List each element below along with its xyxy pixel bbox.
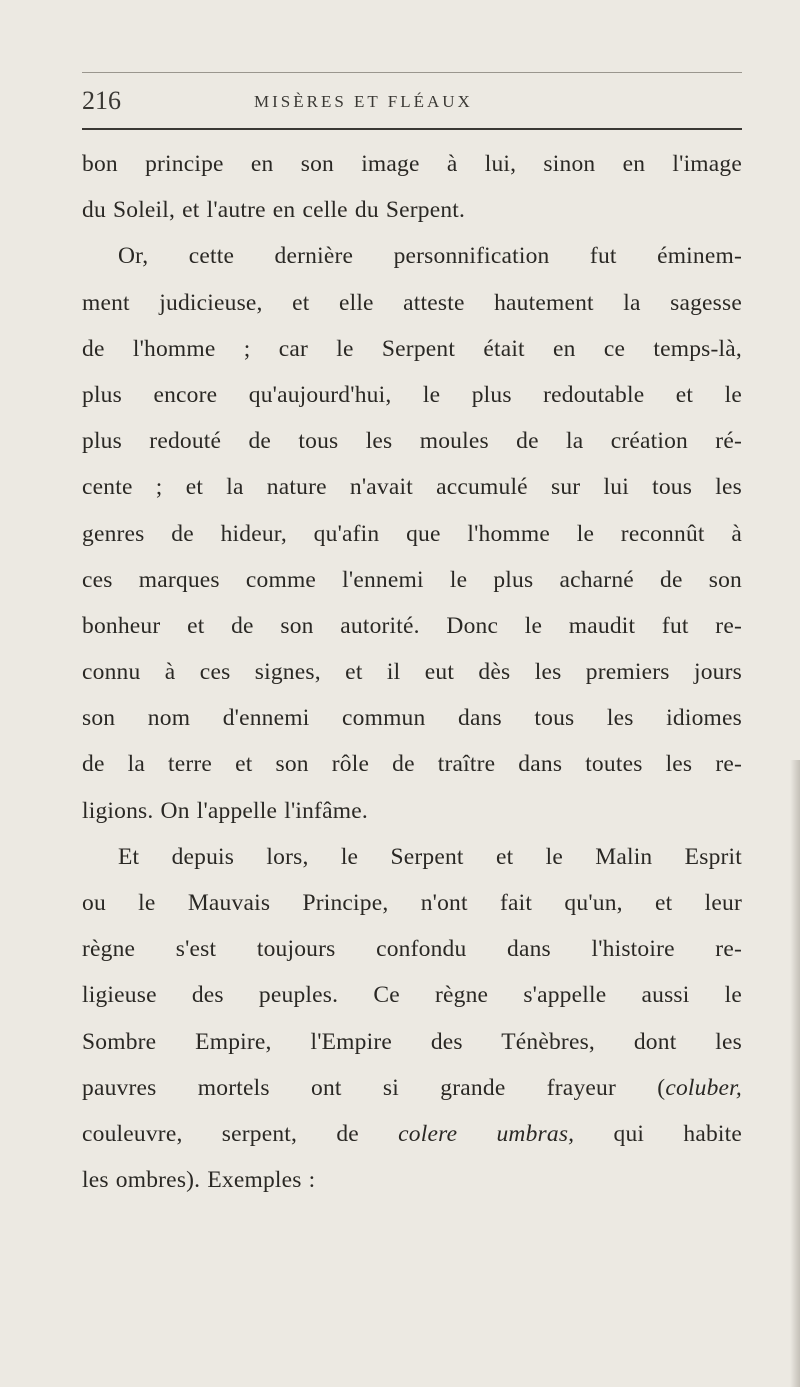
page-header <box>82 86 742 120</box>
text-line: de la terre et son rôle de traître dans toutes les re- <box>82 751 742 778</box>
top-border-rule <box>82 72 742 73</box>
text-line: ment judicieuse, et elle atteste hautement la sagesse <box>82 289 742 316</box>
header-rule <box>82 128 742 130</box>
text-line: bonheur et de son autorité. Donc le maudit fut re- <box>82 612 742 639</box>
text-line: ligions. On l'appelle l'infâme. <box>82 797 368 824</box>
text-line: Et depuis lors, le Serpent et le Malin Esprit <box>118 843 742 870</box>
italic-term: colere umbras, <box>398 1120 575 1147</box>
body-text <box>82 141 742 1203</box>
text-segment: couleuvre, serpent, de <box>82 1120 399 1147</box>
text-line <box>82 1065 742 1111</box>
text-line: connu à ces signes, et il eut dès les premiers jours <box>82 659 742 686</box>
text-line: son nom d'ennemi commun dans tous les idiomes <box>82 705 742 732</box>
text-line: règne s'est toujours confondu dans l'histoire re- <box>82 936 742 963</box>
text-line: genres de hideur, qu'afin que l'homme le reconnût à <box>82 520 742 547</box>
text-line: plus redouté de tous les moules de la création ré- <box>82 428 742 455</box>
text-line: les ombres). Exemples : <box>82 1167 316 1194</box>
italic-term: coluber, <box>665 1074 742 1101</box>
text-line: plus encore qu'aujourd'hui, le plus redoutable et le <box>82 381 742 408</box>
page-edge-shadow <box>790 760 800 1387</box>
text-line: ces marques comme l'ennemi le plus acharné de son <box>82 566 742 593</box>
text-line: Or, cette dernière personnification fut éminem- <box>118 243 742 270</box>
text-line: cente ; et la nature n'avait accumulé sur lui tous les <box>82 474 742 501</box>
text-line: bon principe en son image à lui, sinon en l'image <box>82 151 742 177</box>
text-line: ligieuse des peuples. Ce règne s'appelle aussi le <box>82 982 742 1009</box>
text-line: de l'homme ; car le Serpent était en ce temps-là, <box>82 335 742 362</box>
text-line: Sombre Empire, l'Empire des Ténèbres, dont les <box>82 1028 742 1055</box>
text-segment: pauvres mortels ont si grande frayeur ( <box>82 1074 666 1101</box>
text-line: du Soleil, et l'autre en celle du Serpent. <box>82 197 466 224</box>
text-line: ou le Mauvais Principe, n'ont fait qu'un, et leur <box>82 890 742 916</box>
text-line <box>82 1111 742 1157</box>
text-segment: qui habite <box>574 1120 742 1147</box>
page-number: 216 <box>82 86 121 115</box>
running-title: MISÈRES ET FLÉAUX <box>254 92 473 111</box>
